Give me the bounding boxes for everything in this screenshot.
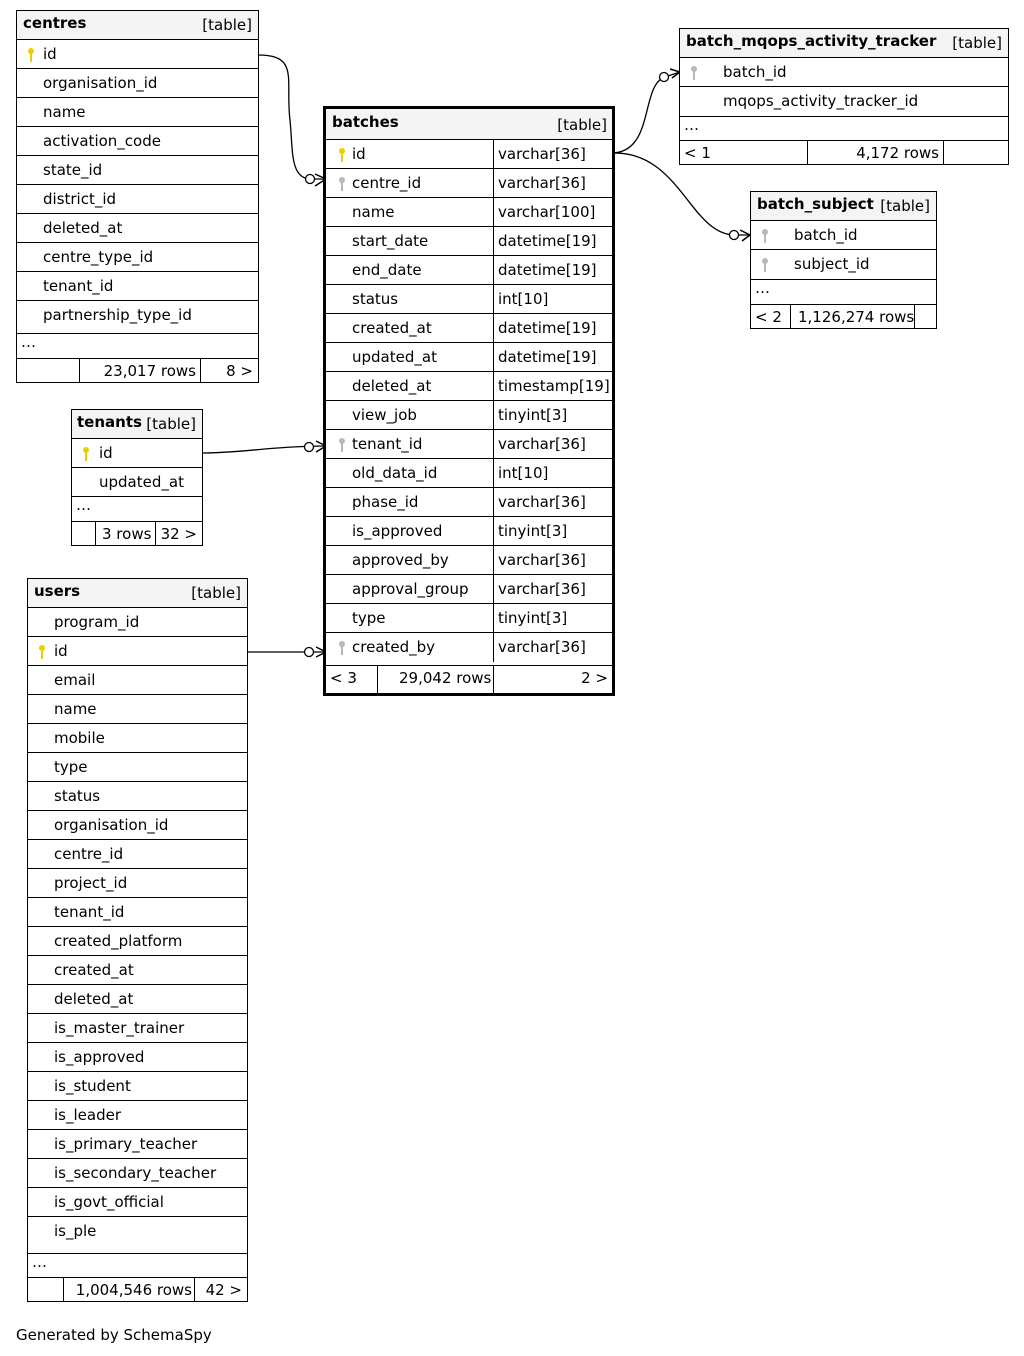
children-count[interactable]: 8 >	[226, 362, 253, 380]
column-name: deleted_at	[352, 377, 432, 395]
column-type: varchar[36]	[498, 493, 586, 511]
column-row[interactable]	[17, 97, 258, 127]
table-header	[17, 11, 258, 40]
column-name: is_student	[54, 1077, 131, 1095]
table-users[interactable]	[27, 578, 248, 1302]
column-row[interactable]	[28, 955, 247, 985]
column-row[interactable]	[326, 516, 612, 546]
column-row[interactable]	[751, 220, 936, 250]
column-row[interactable]	[326, 226, 612, 256]
table-type: [table]	[880, 197, 930, 215]
column-name: is_ple	[54, 1222, 97, 1240]
foreign-key-icon	[336, 437, 348, 453]
column-type: tinyint[3]	[498, 406, 568, 424]
foreign-key-icon	[759, 257, 771, 273]
column-row[interactable]	[17, 300, 258, 330]
column-row[interactable]	[28, 1013, 247, 1043]
row-count: 29,042 rows	[399, 669, 492, 687]
table-batch-subject[interactable]	[750, 191, 937, 329]
column-name: created_at	[352, 319, 432, 337]
more-columns	[751, 279, 936, 304]
column-name: mobile	[54, 729, 105, 747]
column-type: int[10]	[498, 464, 549, 482]
column-name: id	[352, 145, 366, 163]
column-name: status	[54, 787, 101, 805]
table-tenants[interactable]	[71, 409, 203, 546]
column-row[interactable]	[28, 607, 247, 637]
more-columns	[17, 333, 258, 358]
column-type: varchar[100]	[498, 203, 596, 221]
column-row[interactable]	[326, 139, 612, 169]
primary-key-icon	[80, 446, 92, 462]
children-count[interactable]: 32 >	[160, 525, 197, 543]
column-row[interactable]	[326, 284, 612, 314]
column-name: id	[43, 45, 57, 63]
column-name: approved_by	[352, 551, 449, 569]
column-name: tenant_id	[54, 903, 125, 921]
column-row[interactable]	[28, 723, 247, 753]
column-row[interactable]	[17, 213, 258, 243]
column-row[interactable]	[72, 467, 202, 497]
table-footer	[17, 358, 258, 382]
foreign-key-icon	[688, 65, 700, 81]
column-row[interactable]	[326, 603, 612, 633]
column-name: centre_id	[54, 845, 124, 863]
column-row[interactable]	[680, 86, 1008, 116]
column-name: tenant_id	[43, 277, 114, 295]
primary-key-icon	[36, 644, 48, 660]
column-row[interactable]	[28, 1216, 247, 1246]
column-row[interactable]	[28, 984, 247, 1014]
table-footer	[72, 521, 202, 545]
column-name: program_id	[54, 613, 140, 631]
column-row[interactable]	[28, 1071, 247, 1101]
column-name: partnership_type_id	[43, 306, 192, 324]
column-name: mqops_activity_tracker_id	[723, 92, 919, 110]
column-type: tinyint[3]	[498, 609, 568, 627]
children-count[interactable]: 42 >	[205, 1281, 242, 1299]
table-header	[326, 109, 612, 140]
column-row[interactable]	[17, 184, 258, 214]
column-name: district_id	[43, 190, 117, 208]
column-type: datetime[19]	[498, 319, 597, 337]
column-row[interactable]	[326, 313, 612, 343]
column-name: centre_type_id	[43, 248, 154, 266]
foreign-key-icon	[336, 176, 348, 192]
link-centres-batches	[258, 55, 326, 179]
column-name: organisation_id	[54, 816, 169, 834]
column-name: is_govt_official	[54, 1193, 164, 1211]
table-header	[28, 579, 247, 608]
column-row[interactable]	[28, 636, 247, 666]
column-type: varchar[36]	[498, 174, 586, 192]
column-name: email	[54, 671, 96, 689]
column-type: datetime[19]	[498, 348, 597, 366]
column-name: end_date	[352, 261, 422, 279]
table-header	[72, 410, 202, 439]
column-name: tenant_id	[352, 435, 423, 453]
column-name: created_platform	[54, 932, 183, 950]
row-count: 3 rows	[102, 525, 152, 543]
column-row[interactable]	[28, 926, 247, 956]
column-name: id	[54, 642, 68, 660]
table-type: [table]	[202, 16, 252, 34]
foreign-key-icon	[759, 228, 771, 244]
column-type: datetime[19]	[498, 232, 597, 250]
column-name: name	[352, 203, 395, 221]
column-name: old_data_id	[352, 464, 438, 482]
column-name: status	[352, 290, 399, 308]
column-name: deleted_at	[54, 990, 134, 1008]
column-name: deleted_at	[43, 219, 123, 237]
primary-key-icon	[25, 47, 37, 63]
table-name: batch_mqops_activity_tracker	[686, 32, 937, 50]
column-row[interactable]	[17, 242, 258, 272]
link-batches-subject	[611, 153, 750, 235]
table-name: batches	[332, 113, 399, 131]
table-header	[680, 29, 1008, 58]
parents-count[interactable]: < 2	[755, 308, 782, 326]
more-columns	[72, 496, 202, 521]
column-name: is_primary_teacher	[54, 1135, 198, 1153]
table-type: [table]	[191, 584, 241, 602]
column-row[interactable]	[751, 249, 936, 279]
table-footer	[28, 1277, 247, 1301]
table-footer	[751, 304, 936, 328]
column-name: project_id	[54, 874, 128, 892]
column-name: created_by	[352, 638, 436, 656]
children-count[interactable]: 2 >	[581, 669, 608, 687]
column-type: varchar[36]	[498, 638, 586, 656]
column-row[interactable]	[680, 57, 1008, 87]
column-row[interactable]	[28, 1187, 247, 1217]
ellipsis: …	[21, 333, 36, 351]
column-name: name	[54, 700, 97, 718]
column-row[interactable]	[28, 1158, 247, 1188]
table-header	[751, 192, 936, 221]
column-row[interactable]	[28, 868, 247, 898]
more-columns	[680, 116, 1008, 141]
column-row[interactable]	[326, 168, 612, 198]
column-type: varchar[36]	[498, 145, 586, 163]
column-name: view_job	[352, 406, 417, 424]
column-row[interactable]	[17, 68, 258, 98]
column-row[interactable]	[17, 39, 258, 69]
table-type: [table]	[557, 116, 607, 134]
table-name: batch_subject	[757, 195, 874, 213]
column-row[interactable]	[72, 438, 202, 468]
row-count: 1,126,274 rows	[798, 308, 915, 326]
column-row[interactable]	[326, 255, 612, 285]
column-name: is_leader	[54, 1106, 121, 1124]
column-row[interactable]	[28, 897, 247, 927]
parents-count[interactable]: < 3	[330, 669, 357, 687]
link-batches-tracker	[611, 72, 680, 153]
row-count: 1,004,546 rows	[75, 1281, 192, 1299]
column-row[interactable]	[17, 126, 258, 156]
column-type: datetime[19]	[498, 261, 597, 279]
table-footer	[326, 665, 612, 693]
column-row[interactable]	[326, 632, 612, 662]
table-name: users	[34, 582, 81, 600]
column-name: centre_id	[352, 174, 422, 192]
column-row[interactable]	[28, 810, 247, 840]
column-row[interactable]	[326, 487, 612, 517]
table-batch-mqops-activity-tracker[interactable]	[679, 28, 1009, 165]
column-name: name	[43, 103, 86, 121]
column-name: activation_code	[43, 132, 161, 150]
ellipsis: …	[32, 1253, 47, 1271]
table-footer	[680, 140, 1008, 164]
column-name: is_secondary_teacher	[54, 1164, 217, 1182]
column-name: is_master_trainer	[54, 1019, 185, 1037]
column-row[interactable]	[326, 197, 612, 227]
column-type: varchar[36]	[498, 551, 586, 569]
link-end-circle	[660, 73, 669, 82]
column-name: organisation_id	[43, 74, 158, 92]
column-row[interactable]	[326, 342, 612, 372]
column-name: updated_at	[99, 473, 184, 491]
column-row[interactable]	[326, 371, 612, 401]
primary-key-icon	[336, 147, 348, 163]
link-end-circle	[730, 231, 739, 240]
column-name: subject_id	[794, 255, 870, 273]
column-name: approval_group	[352, 580, 469, 598]
column-name: type	[54, 758, 88, 776]
column-row[interactable]	[17, 271, 258, 301]
table-name: centres	[23, 14, 87, 32]
column-row[interactable]	[17, 155, 258, 185]
column-name: id	[99, 444, 113, 462]
column-row[interactable]	[326, 458, 612, 488]
column-name: phase_id	[352, 493, 419, 511]
column-row[interactable]	[28, 694, 247, 724]
column-type: int[10]	[498, 290, 549, 308]
column-row[interactable]	[28, 1100, 247, 1130]
link-end-circle	[305, 443, 314, 452]
link-end-circle	[306, 175, 315, 184]
table-batches[interactable]	[323, 106, 615, 696]
column-row[interactable]	[28, 781, 247, 811]
column-row[interactable]	[28, 839, 247, 869]
column-row[interactable]	[28, 1042, 247, 1072]
column-row[interactable]	[326, 429, 612, 459]
more-columns	[28, 1253, 247, 1278]
column-name: type	[352, 609, 386, 627]
row-count: 23,017 rows	[103, 362, 196, 380]
column-type: varchar[36]	[498, 580, 586, 598]
column-row[interactable]	[28, 665, 247, 695]
column-type: timestamp[19]	[498, 377, 610, 395]
table-centres[interactable]	[16, 10, 259, 383]
column-row[interactable]	[326, 400, 612, 430]
column-row[interactable]	[28, 1129, 247, 1159]
ellipsis: …	[76, 496, 91, 514]
column-name: batch_id	[723, 63, 787, 81]
column-name: updated_at	[352, 348, 437, 366]
ellipsis: …	[755, 279, 770, 297]
row-count: 4,172 rows	[856, 144, 939, 162]
column-row[interactable]	[326, 574, 612, 604]
table-name: tenants	[77, 413, 142, 431]
link-end-circle	[305, 648, 314, 657]
column-type: tinyint[3]	[498, 522, 568, 540]
column-row[interactable]	[28, 752, 247, 782]
table-type: [table]	[952, 34, 1002, 52]
foreign-key-icon	[336, 640, 348, 656]
column-row[interactable]	[326, 545, 612, 575]
column-name: created_at	[54, 961, 134, 979]
column-name: state_id	[43, 161, 103, 179]
generator-credit: Generated by SchemaSpy	[16, 1326, 212, 1344]
parents-count[interactable]: < 1	[684, 144, 711, 162]
column-name: batch_id	[794, 226, 858, 244]
ellipsis: …	[684, 116, 699, 134]
column-type: varchar[36]	[498, 435, 586, 453]
column-name: start_date	[352, 232, 429, 250]
table-type: [table]	[146, 415, 196, 433]
column-name: is_approved	[54, 1048, 145, 1066]
column-name: is_approved	[352, 522, 443, 540]
